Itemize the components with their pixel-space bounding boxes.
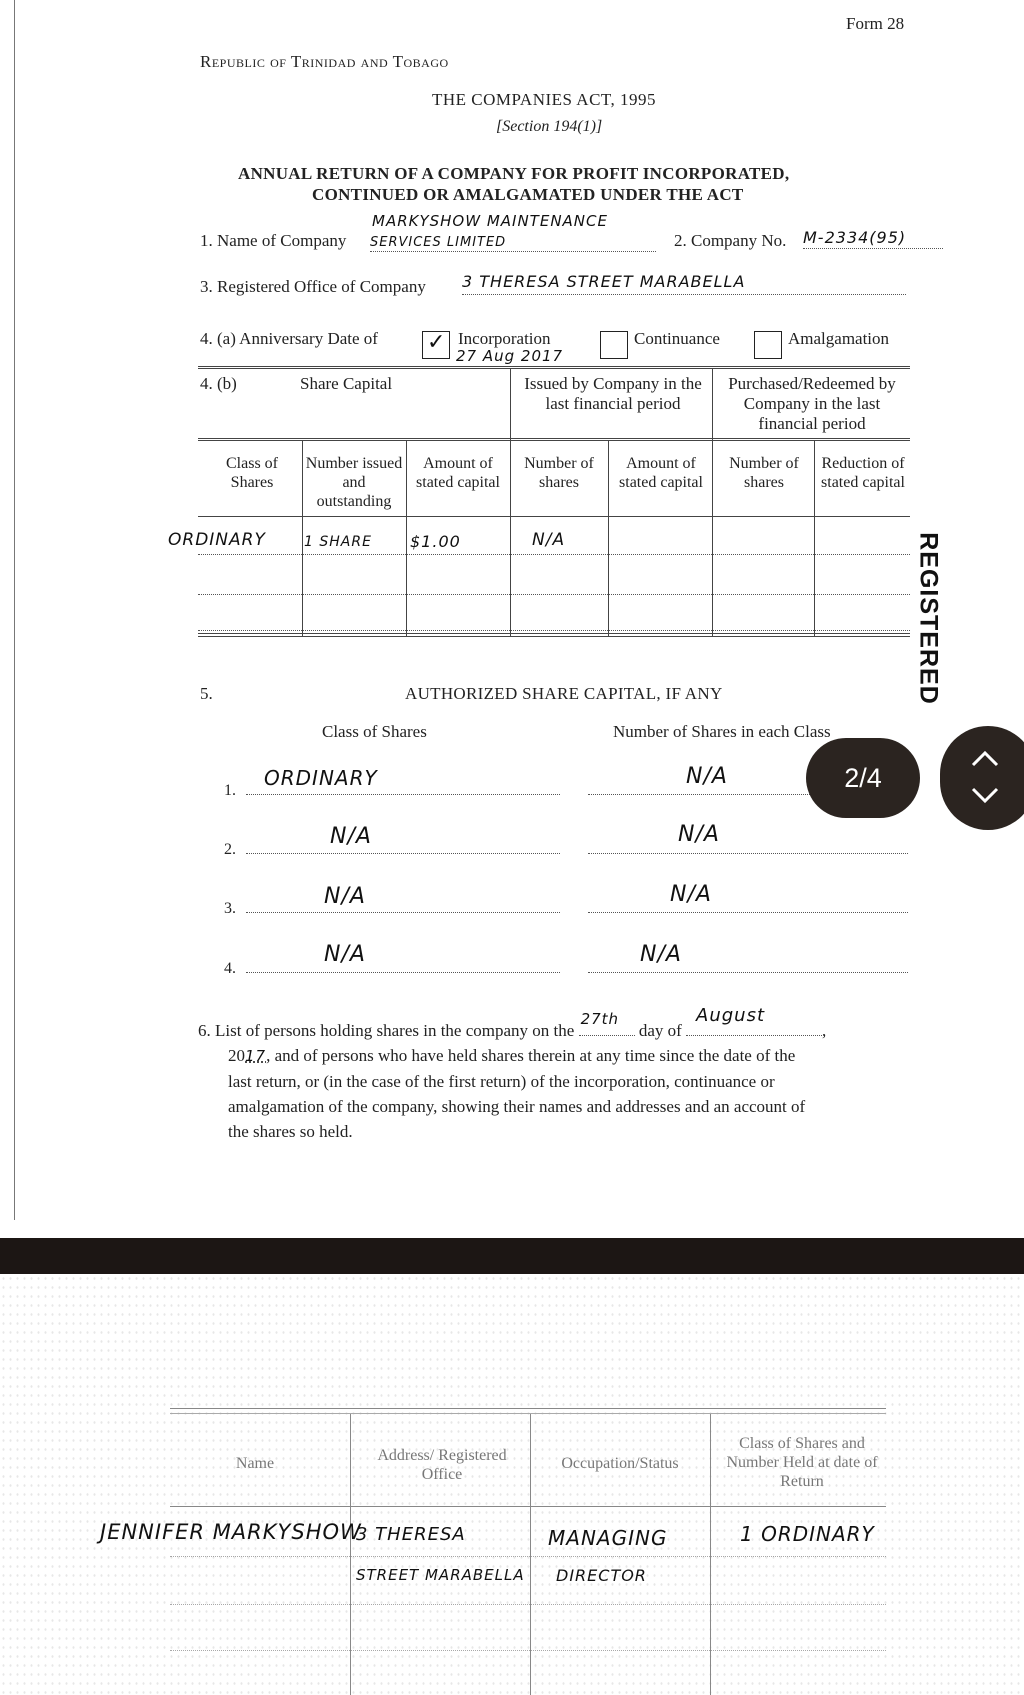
item6-line2: last return, or (in the case of the first return) of the incorporation, continuance or — [228, 1072, 775, 1091]
act-heading: THE COMPANIES ACT, 1995 — [432, 90, 657, 109]
page-indicator-text: 2/4 — [844, 762, 882, 793]
number-value: N/A — [640, 942, 682, 967]
company-name-handwritten-line1: MARKYSHOW MAINTENANCE — [372, 212, 608, 230]
col-name: Name — [235, 1455, 275, 1472]
continuance-checkbox — [600, 331, 628, 359]
row-class-value: ORDINARY — [168, 530, 266, 550]
page-indicator — [806, 738, 920, 818]
item4b-label: 4. (b) — [200, 374, 237, 393]
class-value: N/A — [324, 884, 366, 909]
continuance-label: Continuance — [634, 329, 720, 348]
class-value: N/A — [324, 942, 366, 967]
number-value: N/A — [678, 822, 720, 847]
row-number: 3. — [224, 900, 236, 917]
number-field — [588, 954, 908, 973]
amalgamation-label: Amalgamation — [788, 329, 890, 348]
item4a-label: 4. (a) Anniversary Date of — [200, 329, 378, 348]
class-field — [246, 954, 560, 973]
chevron-down-icon[interactable] — [970, 786, 1000, 806]
row-issued-value: 1 SHARE — [304, 534, 372, 550]
holder-name: JENNIFER MARKYSHOW — [100, 1520, 362, 1544]
item6-year-prefix: 20 — [228, 1046, 245, 1065]
col-class-of-shares: Class of Shares — [226, 455, 278, 491]
incorporation-label: Incorporation — [458, 329, 551, 348]
col-class-number-held: Class of Shares and Number Held at date of Return — [726, 1435, 878, 1490]
row-number: 2. — [224, 841, 236, 858]
page-separator — [0, 1238, 1024, 1274]
item6-line4: the shares so held. — [228, 1122, 353, 1141]
item5-col-number: Number of Shares in each Class — [613, 722, 831, 741]
item6-month: August — [696, 1005, 766, 1026]
col-number-of-shares-purchased: Number of shares — [729, 455, 799, 491]
holder-occupation-line2: DIRECTOR — [556, 1566, 647, 1585]
issued-by-company-header: Issued by Company in the last financial period — [524, 374, 702, 413]
col-number-issued: Number issued and outstanding — [305, 455, 403, 510]
holder-address-line2: STREET MARABELLA — [356, 1566, 525, 1584]
holder-address-line1: 3 THERESA — [356, 1524, 466, 1545]
form-number: Form 28 — [846, 14, 905, 33]
page-left-edge — [14, 0, 15, 1220]
item3-label: 3. Registered Office of Company — [200, 277, 426, 296]
item6-day-of: day of — [638, 1021, 682, 1040]
number-value: N/A — [686, 764, 728, 789]
holder-shares: 1 ORDINARY — [740, 1522, 875, 1546]
item6-line1-rest: , and of persons who have held shares therein at any time since the date of the — [266, 1046, 796, 1065]
class-value: N/A — [330, 824, 372, 849]
company-name-handwritten-line2: SERVICES LIMITED — [370, 235, 507, 250]
share-capital-heading: Share Capital — [300, 374, 393, 393]
col-address: Address/ Registered Office — [377, 1447, 507, 1483]
row-number-value: N/A — [532, 530, 566, 550]
republic-heading: Republic of Trinidad and Tobago — [200, 52, 449, 71]
item6-paragraph: 6. List of persons holding shares in the company on the 27th day of August , 2017, and of persons who have held shares therein at any time since the date of the last return, or (in the case of the first return) of the incorporation, continuance or amalgamation of the company, showing their names and addresses and an account of the shares so held. — [198, 1018, 918, 1144]
anniversary-date-value: 27 Aug 2017 — [456, 347, 564, 365]
company-name-field — [370, 233, 656, 252]
incorporation-checkbox — [422, 331, 450, 359]
number-field — [588, 894, 908, 913]
registered-stamp — [900, 530, 960, 730]
row-amount-value: $1.00 — [410, 532, 461, 551]
form-title-line1: ANNUAL RETURN OF A COMPANY FOR PROFIT INCORPORATED, — [238, 164, 790, 183]
item6-line3: amalgamation of the company, showing their names and addresses and an account of — [228, 1097, 806, 1116]
col-amount-stated-capital: Amount of stated capital — [416, 455, 500, 491]
form-title-line2: CONTINUED OR AMALGAMATED UNDER THE ACT — [312, 185, 744, 204]
page-nav-button[interactable] — [940, 726, 1024, 830]
class-field — [246, 835, 560, 854]
row-number: 1. — [224, 782, 236, 799]
chevron-up-icon[interactable] — [970, 748, 1000, 768]
company-no-field — [803, 228, 943, 249]
item2-label: 2. Company No. — [674, 231, 787, 250]
row-number: 4. — [224, 960, 236, 977]
document-page-2 — [0, 1274, 1024, 1695]
col-number-of-shares-issued: Number of shares — [524, 455, 594, 491]
purchased-redeemed-header: Purchased/Redeemed by Company in the last financial period — [728, 374, 896, 433]
company-no-value: M-2334(95) — [803, 228, 907, 247]
col-amount-stated-capital-issued: Amount of stated capital — [619, 455, 703, 491]
col-occupation: Occupation/Status — [561, 1455, 679, 1472]
col-reduction-stated-capital: Reduction of stated capital — [821, 455, 905, 491]
section-ref: [Section 194(1)] — [496, 118, 603, 135]
registered-stamp-text: REGISTERED — [914, 532, 943, 705]
registered-office-value: 3 THERESA STREET MARABELLA — [462, 272, 746, 291]
number-value: N/A — [670, 882, 712, 907]
number-field — [588, 835, 908, 854]
item5-number: 5. — [200, 684, 213, 703]
check-mark-icon: ✓ — [427, 330, 447, 355]
class-field — [246, 894, 560, 913]
item5-title: AUTHORIZED SHARE CAPITAL, IF ANY — [405, 684, 723, 703]
class-value: ORDINARY — [264, 766, 378, 790]
item1-label: 1. Name of Company — [200, 231, 347, 250]
item6-year: 17 — [245, 1047, 267, 1065]
item5-col-class: Class of Shares — [322, 722, 427, 741]
item6-intro: 6. List of persons holding shares in the company on the — [198, 1021, 575, 1040]
holder-occupation-line1: MANAGING — [548, 1526, 668, 1550]
registered-office-field — [462, 272, 906, 295]
amalgamation-checkbox — [754, 331, 782, 359]
item6-day: 27th — [580, 1010, 620, 1028]
